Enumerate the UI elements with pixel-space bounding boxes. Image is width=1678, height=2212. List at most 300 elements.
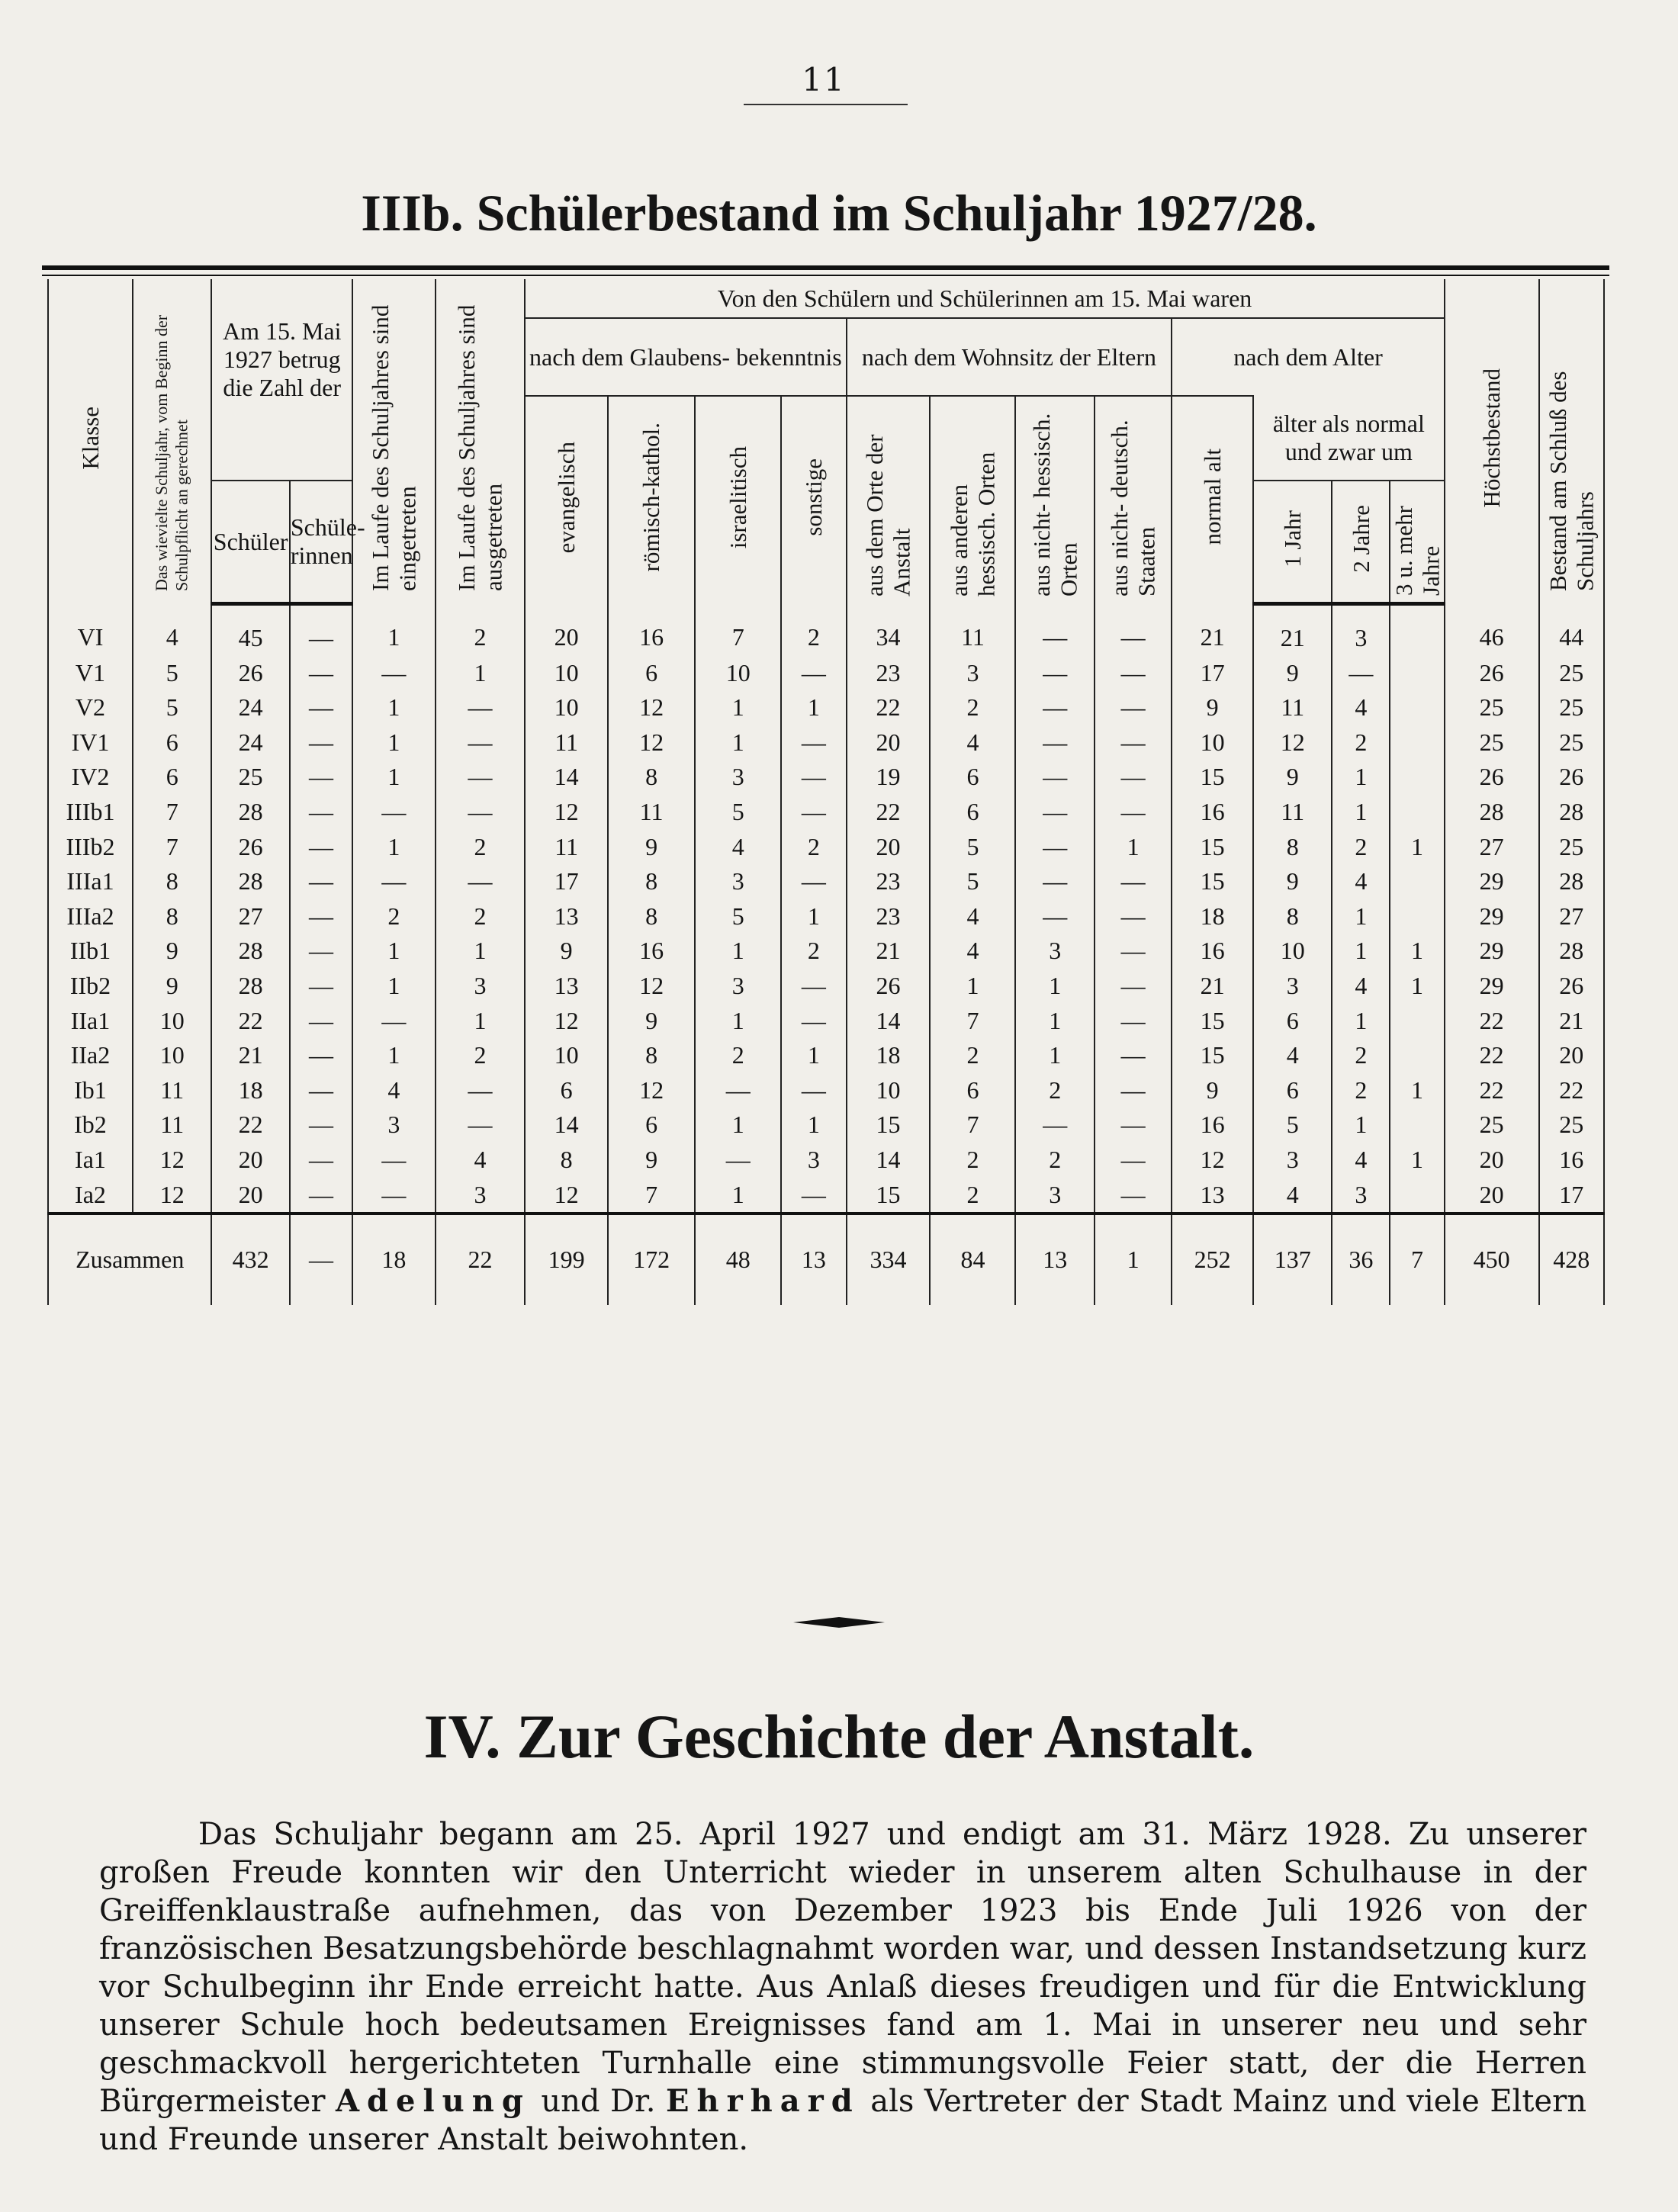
table-cell: 5: [930, 829, 1015, 864]
table-cell: —: [1095, 934, 1172, 969]
table-cell: 20: [847, 829, 931, 864]
table-cell: —: [290, 1143, 352, 1178]
table-cell: 3: [1015, 1177, 1094, 1214]
table-cell: —: [352, 655, 436, 690]
class-label-cell: IIIa2: [48, 899, 133, 934]
totals-cell: 22: [436, 1214, 525, 1305]
table-cell: 16: [608, 934, 695, 969]
table-cell: 4: [1332, 969, 1390, 1004]
table-cell: 2: [436, 603, 525, 655]
ornament-divider: [793, 1616, 885, 1629]
table-cell: 12: [133, 1143, 211, 1178]
table-cell: —: [290, 1073, 352, 1108]
table-cell: 8: [608, 1038, 695, 1073]
table-cell: 34: [847, 603, 931, 655]
table-cell: —: [436, 725, 525, 760]
table-cell: 1: [436, 1003, 525, 1038]
table-cell: —: [290, 690, 352, 725]
table-cell: 3: [1332, 1177, 1390, 1214]
table-cell: 25: [1539, 655, 1605, 690]
table-cell: 1: [352, 690, 436, 725]
class-label-cell: Ib1: [48, 1073, 133, 1108]
table-cell: 3: [930, 655, 1015, 690]
table-cell: 29: [1445, 934, 1539, 969]
totals-cell: 172: [608, 1214, 695, 1305]
totals-cell: 18: [352, 1214, 436, 1305]
table-cell: 15: [847, 1177, 931, 1214]
table-cell: [1390, 603, 1445, 655]
table-cell: —: [695, 1073, 781, 1108]
table-cell: 1: [352, 1038, 436, 1073]
table-cell: 11: [525, 725, 608, 760]
header-3-jahre: 3 u. mehr Jahre: [1390, 481, 1445, 603]
table-cell: 25: [1445, 725, 1539, 760]
table-cell: 4: [436, 1143, 525, 1178]
table-cell: 4: [1253, 1177, 1332, 1214]
table-cell: 25: [211, 760, 289, 795]
table-cell: —: [1015, 655, 1094, 690]
table-cell: —: [352, 1177, 436, 1214]
table-cell: —: [352, 864, 436, 899]
table-cell: 46: [1445, 603, 1539, 655]
totals-row: [48, 1214, 1604, 1305]
table-cell: 26: [1539, 760, 1605, 795]
table-cell: 25: [1445, 1108, 1539, 1143]
table-row: [48, 1108, 1604, 1143]
table-cell: —: [1095, 1108, 1172, 1143]
table-cell: —: [781, 795, 846, 830]
table-cell: 18: [211, 1073, 289, 1108]
totals-cell: 252: [1172, 1214, 1253, 1305]
table-cell: 17: [1539, 1177, 1605, 1214]
table-cell: 25: [1445, 690, 1539, 725]
table-cell: 13: [525, 899, 608, 934]
table-cell: 21: [1172, 969, 1253, 1004]
header-evangelisch: evangelisch: [525, 396, 608, 603]
table-cell: 9: [608, 1003, 695, 1038]
header-glaubensbekenntnis: nach dem Glaubens- bekenntnis: [525, 318, 846, 396]
table-cell: 1: [1332, 795, 1390, 830]
table-cell: —: [290, 760, 352, 795]
table-row: [48, 1038, 1604, 1073]
table-cell: —: [1015, 690, 1094, 725]
table-cell: [1390, 1038, 1445, 1073]
table-cell: 3: [781, 1143, 846, 1178]
table-cell: 4: [930, 934, 1015, 969]
table-cell: 12: [525, 1003, 608, 1038]
table-cell: 9: [1172, 1073, 1253, 1108]
header-bestand-schluss: Bestand am Schluß des Schuljahrs: [1539, 279, 1605, 603]
table-cell: —: [290, 969, 352, 1004]
table-cell: 26: [1445, 655, 1539, 690]
totals-cell: 428: [1539, 1214, 1605, 1305]
table-cell: 8: [608, 899, 695, 934]
table-cell: [1390, 655, 1445, 690]
table-cell: 2: [1332, 725, 1390, 760]
table-cell: —: [781, 655, 846, 690]
table-cell: —: [290, 1177, 352, 1214]
table-cell: —: [1095, 969, 1172, 1004]
table-cell: —: [1015, 760, 1094, 795]
table-cell: —: [290, 1003, 352, 1038]
table-cell: 1: [352, 725, 436, 760]
table-cell: 1: [781, 690, 846, 725]
table-cell: 11: [133, 1073, 211, 1108]
table-cell: 1: [352, 934, 436, 969]
table-cell: —: [1015, 864, 1094, 899]
table-cell: —: [290, 899, 352, 934]
table-cell: 1: [781, 1038, 846, 1073]
name-adelung: Adelung: [336, 2083, 531, 2119]
table-cell: 1: [1332, 760, 1390, 795]
table-cell: 4: [930, 725, 1015, 760]
table-cell: 4: [1332, 690, 1390, 725]
table-cell: 6: [608, 655, 695, 690]
table-cell: 1: [781, 899, 846, 934]
class-label-cell: IIIb1: [48, 795, 133, 830]
table-cell: 1: [352, 969, 436, 1004]
table-top-rule-thin: [42, 275, 1609, 276]
table-cell: —: [1095, 1038, 1172, 1073]
table-cell: 22: [211, 1108, 289, 1143]
table-cell: 15: [1172, 1003, 1253, 1038]
table-cell: —: [1095, 795, 1172, 830]
table-cell: 15: [847, 1108, 931, 1143]
table-cell: —: [290, 795, 352, 830]
class-label-cell: IV1: [48, 725, 133, 760]
table-cell: 3: [1015, 934, 1094, 969]
table-cell: 19: [847, 760, 931, 795]
table-cell: 3: [352, 1108, 436, 1143]
table-cell: 6: [1253, 1003, 1332, 1038]
table-cell: 22: [1445, 1038, 1539, 1073]
table-cell: 27: [1445, 829, 1539, 864]
header-nichthessisch: aus nicht- hessisch. Orten: [1015, 396, 1094, 603]
class-label-cell: V1: [48, 655, 133, 690]
header-eingetreten: Im Laufe des Schuljahres sind eingetreten: [352, 279, 436, 603]
table-cell: 2: [1332, 1038, 1390, 1073]
header-schuelerinnen: Schüle- rinnen: [290, 481, 352, 603]
class-label-cell: IIa2: [48, 1038, 133, 1073]
table-cell: 2: [781, 934, 846, 969]
table-cell: 1: [1390, 934, 1445, 969]
class-label-cell: V2: [48, 690, 133, 725]
table-cell: —: [352, 1003, 436, 1038]
table-cell: 12: [1253, 725, 1332, 760]
table-cell: 1: [436, 655, 525, 690]
table-cell: —: [1015, 899, 1094, 934]
table-cell: 28: [1539, 934, 1605, 969]
header-2-jahre: 2 Jahre: [1332, 481, 1390, 603]
table-cell: 10: [525, 690, 608, 725]
table-cell: —: [1095, 760, 1172, 795]
table-cell: 11: [525, 829, 608, 864]
table-cell: 10: [1253, 934, 1332, 969]
table-cell: 4: [930, 899, 1015, 934]
table-cell: —: [1015, 725, 1094, 760]
table-cell: 3: [695, 969, 781, 1004]
table-row: [48, 690, 1604, 725]
table-cell: 14: [525, 1108, 608, 1143]
table-cell: 23: [847, 899, 931, 934]
table-cell: 13: [525, 969, 608, 1004]
table-cell: 12: [608, 969, 695, 1004]
table-cell: 6: [1253, 1073, 1332, 1108]
table-cell: 1: [1015, 1038, 1094, 1073]
table-cell: 5: [930, 864, 1015, 899]
table-cell: 9: [608, 829, 695, 864]
table-cell: —: [1332, 655, 1390, 690]
table-cell: 2: [352, 899, 436, 934]
table-cell: 7: [930, 1003, 1015, 1038]
table-cell: 23: [847, 655, 931, 690]
page-number: 11: [802, 61, 846, 98]
table-cell: 29: [1445, 899, 1539, 934]
table-cell: 2: [930, 1177, 1015, 1214]
table-cell: 22: [847, 795, 931, 830]
table-cell: 10: [695, 655, 781, 690]
table-cell: 22: [847, 690, 931, 725]
table-row: [48, 829, 1604, 864]
table-cell: 17: [525, 864, 608, 899]
class-label-cell: IIb1: [48, 934, 133, 969]
totals-label: Zusammen: [48, 1214, 211, 1305]
table-cell: 24: [211, 725, 289, 760]
table-cell: 20: [847, 725, 931, 760]
totals-cell: 137: [1253, 1214, 1332, 1305]
table-cell: 1: [1332, 1108, 1390, 1143]
table-cell: —: [781, 760, 846, 795]
table-cell: —: [1095, 725, 1172, 760]
table-cell: —: [1095, 1177, 1172, 1214]
table-cell: 20: [1539, 1038, 1605, 1073]
table-cell: 16: [608, 603, 695, 655]
table-cell: 5: [695, 899, 781, 934]
table-cell: 2: [436, 1038, 525, 1073]
table-cell: 9: [133, 934, 211, 969]
table-cell: 16: [1172, 795, 1253, 830]
table-row: [48, 1177, 1604, 1214]
table-cell: 1: [1015, 969, 1094, 1004]
table-cell: 7: [133, 829, 211, 864]
table-cell: [1390, 864, 1445, 899]
table-cell: 2: [930, 1038, 1015, 1073]
totals-cell: 432: [211, 1214, 289, 1305]
table-cell: 7: [930, 1108, 1015, 1143]
table-cell: 3: [436, 969, 525, 1004]
table-cell: 20: [211, 1177, 289, 1214]
table-cell: 5: [695, 795, 781, 830]
table-row: [48, 934, 1604, 969]
table-cell: 21: [1172, 603, 1253, 655]
table-cell: —: [781, 1177, 846, 1214]
table-cell: 4: [1332, 1143, 1390, 1178]
table-cell: 12: [1172, 1143, 1253, 1178]
header-ausgetreten: Im Laufe des Schuljahres sind ausgetreten: [436, 279, 525, 603]
header-nichtdeutsch: aus nicht- deutsch. Staaten: [1095, 396, 1172, 603]
table-cell: —: [436, 1108, 525, 1143]
totals-cell: 13: [1015, 1214, 1094, 1305]
table-cell: 1: [781, 1108, 846, 1143]
header-normal-alt: normal alt: [1172, 396, 1253, 603]
table-cell: —: [436, 690, 525, 725]
table-cell: 11: [930, 603, 1015, 655]
table-cell: 26: [1445, 760, 1539, 795]
table-cell: 1: [1095, 829, 1172, 864]
table-cell: 1: [695, 1177, 781, 1214]
table-cell: 1: [695, 690, 781, 725]
table-cell: —: [1095, 603, 1172, 655]
table-cell: 21: [1539, 1003, 1605, 1038]
table-cell: 3: [1332, 603, 1390, 655]
table-cell: 1: [1390, 829, 1445, 864]
table-cell: 12: [133, 1177, 211, 1214]
header-aelter: älter als normal und zwar um: [1253, 396, 1445, 481]
table-cell: 2: [1332, 829, 1390, 864]
table-cell: 24: [211, 690, 289, 725]
totals-cell: 13: [781, 1214, 846, 1305]
table-row: [48, 1003, 1604, 1038]
table-cell: 25: [1539, 725, 1605, 760]
class-label-cell: IV2: [48, 760, 133, 795]
name-ehrhard: Ehrhard: [666, 2083, 860, 2119]
table-cell: 2: [1015, 1073, 1094, 1108]
class-label-cell: IIIa1: [48, 864, 133, 899]
table-row: [48, 760, 1604, 795]
table-cell: 8: [608, 864, 695, 899]
table-cell: 1: [695, 725, 781, 760]
table-cell: 28: [1539, 795, 1605, 830]
table-cell: 12: [608, 1073, 695, 1108]
table-cell: 15: [1172, 829, 1253, 864]
table-cell: 11: [608, 795, 695, 830]
table-cell: 18: [1172, 899, 1253, 934]
table-cell: —: [290, 1038, 352, 1073]
table-cell: —: [352, 1143, 436, 1178]
table-cell: 5: [1253, 1108, 1332, 1143]
table-cell: 21: [1253, 603, 1332, 655]
table-cell: —: [1095, 1073, 1172, 1108]
table-cell: 26: [847, 969, 931, 1004]
table-cell: —: [290, 1108, 352, 1143]
paragraph-part2: und Dr.: [530, 2084, 667, 2119]
header-schueler: Schüler: [211, 481, 289, 603]
paragraph-part1: Das Schuljahr begann am 25. April 1927 und endigt am 31. März 1928. Zu unserer großen Freude konnten wir den Unterricht wieder in unserem alten Schulhause in der Greiffenklaustraße aufnehmen, das von Dezember 1923 bis Ende Juli 1926 von der französischen Besatzungsbehörde beschlagnahmt worden war, und dessen Instandsetzung kurz vor Schulbeginn ihr Ende erreicht hatte. Aus Anlaß dieses freudigen und für die Entwicklung unserer Schule hoch bedeutsamen Ereignisses fand am 1. Mai in unserer neu und sehr geschmackvoll hergerichteten Turnhalle eine stimmungsvolle Feier statt, der die Herren Bürgermeister: [99, 1817, 1586, 2119]
table-cell: 21: [211, 1038, 289, 1073]
table-cell: —: [1015, 1108, 1094, 1143]
table-cell: 15: [1172, 760, 1253, 795]
chapter-title: IV. Zur Geschichte der Anstalt.: [423, 1702, 1255, 1771]
table-cell: 1: [1332, 934, 1390, 969]
table-cell: 16: [1539, 1143, 1605, 1178]
table-cell: [1390, 1177, 1445, 1214]
table-cell: 12: [608, 690, 695, 725]
table-cell: 29: [1445, 864, 1539, 899]
table-cell: —: [1015, 795, 1094, 830]
table-cell: 6: [525, 1073, 608, 1108]
table-cell: 9: [1253, 655, 1332, 690]
table-cell: 44: [1539, 603, 1605, 655]
header-von-den-schuelern: Von den Schülern und Schülerinnen am 15. Mai waren: [525, 279, 1445, 318]
class-label-cell: Ib2: [48, 1108, 133, 1143]
table-cell: 18: [847, 1038, 931, 1073]
table-cell: 10: [525, 1038, 608, 1073]
header-sonstige: sonstige: [781, 396, 846, 603]
class-label-cell: Ia2: [48, 1177, 133, 1214]
table-cell: [1390, 1108, 1445, 1143]
table-cell: 6: [133, 760, 211, 795]
table-row: [48, 655, 1604, 690]
table-cell: 26: [1539, 969, 1605, 1004]
table-cell: 2: [930, 1143, 1015, 1178]
table-cell: 12: [525, 1177, 608, 1214]
table-cell: 11: [133, 1108, 211, 1143]
table-cell: 26: [211, 655, 289, 690]
table-cell: 23: [847, 864, 931, 899]
table-cell: 1: [930, 969, 1015, 1004]
table-cell: [1390, 1003, 1445, 1038]
table-cell: 10: [1172, 725, 1253, 760]
table-cell: 8: [1253, 829, 1332, 864]
table-cell: 13: [1172, 1177, 1253, 1214]
table-cell: 10: [525, 655, 608, 690]
table-cell: 2: [930, 690, 1015, 725]
table-cell: 14: [847, 1003, 931, 1038]
table-cell: —: [781, 1003, 846, 1038]
header-katholisch: römisch-kathol.: [608, 396, 695, 603]
table-cell: 1: [352, 829, 436, 864]
table-cell: —: [781, 969, 846, 1004]
table-cell: 25: [1539, 829, 1605, 864]
history-paragraph: [99, 1815, 1586, 2159]
table-cell: 27: [1539, 899, 1605, 934]
header-1-jahr: 1 Jahr: [1253, 481, 1332, 603]
header-klasse: Klasse: [48, 279, 133, 603]
table-cell: 7: [133, 795, 211, 830]
table-cell: 3: [1253, 969, 1332, 1004]
table-cell: 14: [847, 1143, 931, 1178]
table-cell: —: [436, 795, 525, 830]
table-cell: 28: [1539, 864, 1605, 899]
table-cell: [1390, 690, 1445, 725]
table-cell: 6: [930, 760, 1015, 795]
table-cell: 45: [211, 603, 289, 655]
table-cell: 8: [133, 864, 211, 899]
table-cell: —: [1095, 1143, 1172, 1178]
table-cell: 27: [211, 899, 289, 934]
totals-cell: 1: [1095, 1214, 1172, 1305]
table-cell: 9: [608, 1143, 695, 1178]
table-cell: —: [1095, 655, 1172, 690]
table-cell: —: [436, 760, 525, 795]
table-cell: 4: [1332, 864, 1390, 899]
table-cell: 29: [1445, 969, 1539, 1004]
totals-cell: 334: [847, 1214, 931, 1305]
table-cell: 28: [211, 934, 289, 969]
table-row: [48, 603, 1604, 655]
table-cell: —: [781, 725, 846, 760]
table-cell: 6: [608, 1108, 695, 1143]
table-cell: 2: [781, 829, 846, 864]
header-hessisch: aus anderen hessisch. Orten: [930, 396, 1015, 603]
header-israelitisch: israelitisch: [695, 396, 781, 603]
table-cell: 1: [695, 934, 781, 969]
table-cell: 10: [847, 1073, 931, 1108]
table-top-rule: [42, 265, 1609, 270]
page-number-rule: [744, 104, 908, 105]
table-cell: 3: [695, 864, 781, 899]
table-cell: 28: [211, 864, 289, 899]
